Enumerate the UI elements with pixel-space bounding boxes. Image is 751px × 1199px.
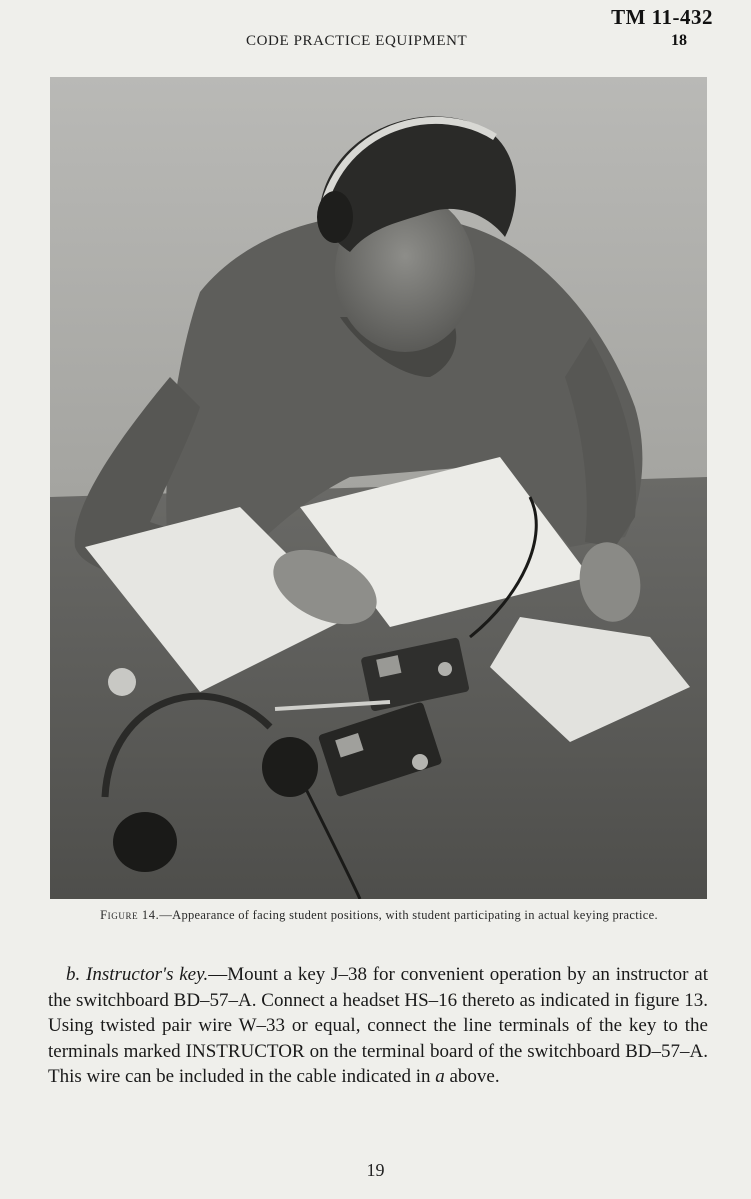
instructor-key-paragraph	[48, 962, 708, 1090]
paragraph-text: —Mount a key J–38 for convenient operation by an instructor at the switchboard BD–57–A. Connect a headset HS–16 thereto as indicated in figure 13. Using twisted pair wire W–33 or equal, connect the line terminals of the key to the terminals marked INSTRUCTOR on the terminal board of the switchboard BD–57–A. This wire can be included in the cable indicated in	[48, 964, 708, 1088]
paragraph-marker: b.	[66, 964, 81, 985]
figure-label: Figure 14.	[100, 908, 160, 922]
paragraph-text-end: above.	[444, 1066, 500, 1088]
running-head: CODE PRACTICE EQUIPMENT	[246, 33, 468, 49]
page-number: 19	[366, 1160, 385, 1180]
photo-earphone-worn	[317, 191, 353, 243]
section-number: 18	[671, 32, 687, 49]
figure-caption-text: —Appearance of facing student positions, with student participating in actual keying practice.	[159, 908, 658, 922]
paragraph-title: Instructor's key.	[86, 964, 209, 985]
document-id: TM 11-432	[611, 5, 713, 29]
figure-photo	[50, 77, 707, 899]
figure-caption	[48, 907, 710, 923]
paragraph-reference: a	[435, 1066, 445, 1088]
